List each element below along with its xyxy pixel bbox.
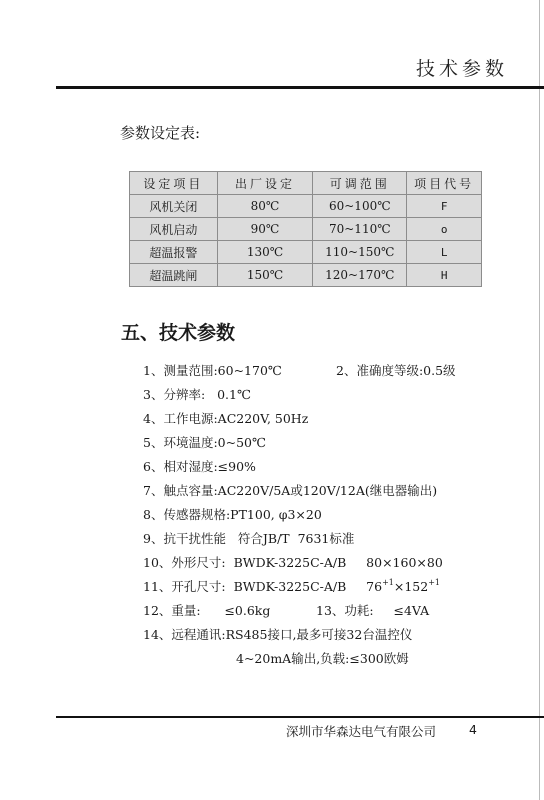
spec-dimensions: 10、外形尺寸: BWDK-3225C-A/B 80×160×80 bbox=[143, 555, 443, 570]
footer-rule bbox=[56, 716, 544, 718]
spec-weight: 12、重量: ≤0.6kg bbox=[143, 603, 271, 618]
table-cell: 110~150℃ bbox=[313, 241, 407, 264]
page-edge-line bbox=[539, 0, 540, 800]
spec-measure-range: 1、测量范围:60~170℃ bbox=[143, 363, 282, 378]
table-cell: 120~170℃ bbox=[313, 264, 407, 287]
table-row bbox=[130, 241, 482, 264]
table-cell: 150℃ bbox=[217, 264, 313, 287]
param-table-caption: 参数设定表: bbox=[120, 124, 201, 142]
footer-company: 深圳市华森达电气有限公司 bbox=[286, 724, 437, 739]
spec-power-supply: 4、工作电源:AC220V, 50Hz bbox=[143, 411, 309, 426]
page-number: 4 bbox=[469, 722, 477, 737]
spec-accuracy: 2、准确度等级:0.5级 bbox=[336, 363, 456, 378]
table-cell: 超温跳闸 bbox=[130, 264, 218, 287]
param-setting-table bbox=[129, 171, 482, 287]
spec-cutout bbox=[143, 579, 440, 595]
table-header-row bbox=[130, 172, 482, 195]
table-cell: H bbox=[407, 264, 482, 287]
spec-remote-comm: 14、远程通讯:RS485接口,最多可接32台温控仪 bbox=[143, 627, 413, 642]
cutout-height-tolerance: +1 bbox=[428, 578, 441, 587]
spec-sensor: 8、传感器规格:PT100, φ3×20 bbox=[143, 507, 322, 522]
table-cell: 130℃ bbox=[217, 241, 313, 264]
header-rule bbox=[56, 86, 544, 89]
table-row bbox=[130, 264, 482, 287]
spec-resolution: 3、分辨率: 0.1℃ bbox=[143, 387, 251, 402]
cutout-height: 152 bbox=[404, 579, 429, 594]
spec-remote-comm-output: 4~20mA输出,负载:≤300欧姆 bbox=[236, 651, 409, 666]
table-cell: 70~110℃ bbox=[313, 218, 407, 241]
table-cell: F bbox=[407, 195, 482, 218]
spec-power-consumption: 13、功耗: ≤4VA bbox=[316, 603, 430, 618]
spec-ambient-temp: 5、环境温度:0~50℃ bbox=[143, 435, 266, 450]
table-cell: 风机启动 bbox=[130, 218, 218, 241]
cutout-times: × bbox=[393, 579, 405, 594]
column-header: 项目代号 bbox=[407, 172, 482, 195]
section-title: 五、技术参数 bbox=[121, 322, 236, 344]
table-cell: L bbox=[407, 241, 482, 264]
table-row bbox=[130, 195, 482, 218]
table-cell: 60~100℃ bbox=[313, 195, 407, 218]
spec-humidity: 6、相对湿度:≤90% bbox=[143, 459, 256, 474]
column-header: 设定项目 bbox=[130, 172, 218, 195]
cutout-width-tolerance: +1 bbox=[382, 578, 394, 587]
column-header: 可调范围 bbox=[313, 172, 407, 195]
header-title: 技术参数 bbox=[415, 58, 508, 80]
table-cell: o bbox=[407, 218, 482, 241]
column-header: 出厂设定 bbox=[217, 172, 313, 195]
cutout-label: 11、开孔尺寸: BWDK-3225C-A/B bbox=[143, 579, 367, 594]
spec-anti-interference: 9、抗干扰性能 符合JB/T 7631标准 bbox=[143, 531, 355, 546]
table-cell: 超温报警 bbox=[130, 241, 218, 264]
table-cell: 90℃ bbox=[217, 218, 313, 241]
table-cell: 80℃ bbox=[217, 195, 313, 218]
table-row bbox=[130, 218, 482, 241]
table-cell: 风机关闭 bbox=[130, 195, 218, 218]
cutout-width: 76 bbox=[366, 579, 383, 594]
spec-contact-capacity: 7、触点容量:AC220V/5A或120V/12A(继电器输出) bbox=[143, 483, 438, 498]
